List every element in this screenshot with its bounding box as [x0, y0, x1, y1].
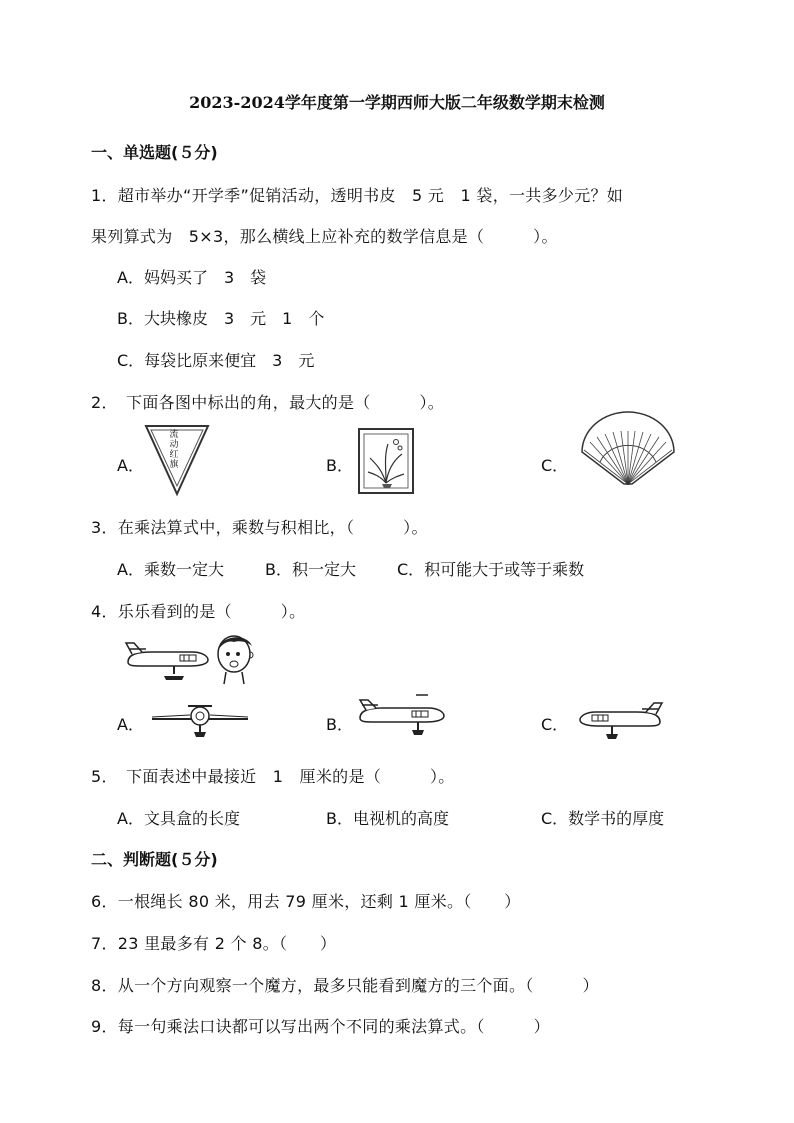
pennant-char-3: 红	[169, 450, 179, 460]
section-true-false-heading: 二、判断题(５分)	[91, 850, 218, 869]
section-single-choice-heading: 一、单选题(５分)	[91, 143, 218, 162]
airplane-front-view-image	[150, 702, 250, 742]
boy-lele-avatar-image	[214, 632, 256, 686]
pennant-char-4: 旗	[169, 460, 179, 470]
page-title: 2023-2024学年度第一学期西师大版二年级数学期末检测	[189, 93, 605, 112]
pennant-char-1: 流	[169, 430, 179, 440]
airplane-side-view-image	[122, 640, 210, 684]
question-4-option-c-label: C．	[541, 715, 569, 734]
question-3-text: 3．在乘法算式中，乘数与积相比，（ ）。	[91, 518, 428, 537]
question-5-option-a: A．文具盒的长度	[117, 809, 240, 828]
framed-orchid-picture-image	[358, 428, 414, 494]
question-4-option-a-label: A．	[117, 715, 144, 734]
question-1-line-1: 1．超市举办“开学季”促销活动，透明书皮 5 元 1 袋，一共多少元？如	[91, 186, 624, 205]
question-4-text: 4．乐乐看到的是（ ）。	[91, 602, 306, 621]
pennant-char-2: 动	[169, 440, 179, 450]
question-1-option-c: C．每袋比原来便宜 3 元	[117, 351, 315, 370]
question-1-option-a: A．妈妈买了 3 袋	[117, 268, 267, 287]
airplane-facing-left-image	[578, 700, 666, 744]
question-4-option-b-label: B．	[326, 715, 353, 734]
question-3-option-b: B．积一定大	[265, 560, 356, 579]
question-2-text: 2． 下面各图中标出的角，最大的是（ ）。	[91, 393, 445, 412]
question-3-option-a: A．乘数一定大	[117, 560, 224, 579]
question-8-text: 8．从一个方向观察一个魔方，最多只能看到魔方的三个面。（ ）	[91, 976, 599, 995]
question-2-option-c-label: C．	[541, 456, 569, 475]
airplane-facing-right-image	[356, 692, 448, 740]
question-2-option-b-label: B．	[326, 456, 353, 475]
question-5-option-b: B．电视机的高度	[326, 809, 449, 828]
question-7-text: 7．23 里最多有 2 个 8。（ ）	[91, 934, 337, 953]
question-2-option-a-label: A．	[117, 456, 144, 475]
question-5-option-c: C．数学书的厚度	[541, 809, 665, 828]
question-1-line-2: 果列算式为 5×3，那么横线上应补充的数学信息是（ ）。	[91, 227, 558, 246]
folding-fan-image	[580, 430, 676, 488]
question-5-text: 5． 下面表述中最接近 1 厘米的是（ ）。	[91, 767, 455, 786]
question-9-text: 9．每一句乘法口诀都可以写出两个不同的乘法算式。（ ）	[91, 1017, 550, 1036]
question-3-option-c: C．积可能大于或等于乘数	[397, 560, 585, 579]
question-6-text: 6．一根绳长 80 米，用去 79 厘米，还剩 1 厘米。（ ）	[91, 892, 521, 911]
question-1-option-b: B．大块橡皮 3 元 1 个	[117, 309, 325, 328]
